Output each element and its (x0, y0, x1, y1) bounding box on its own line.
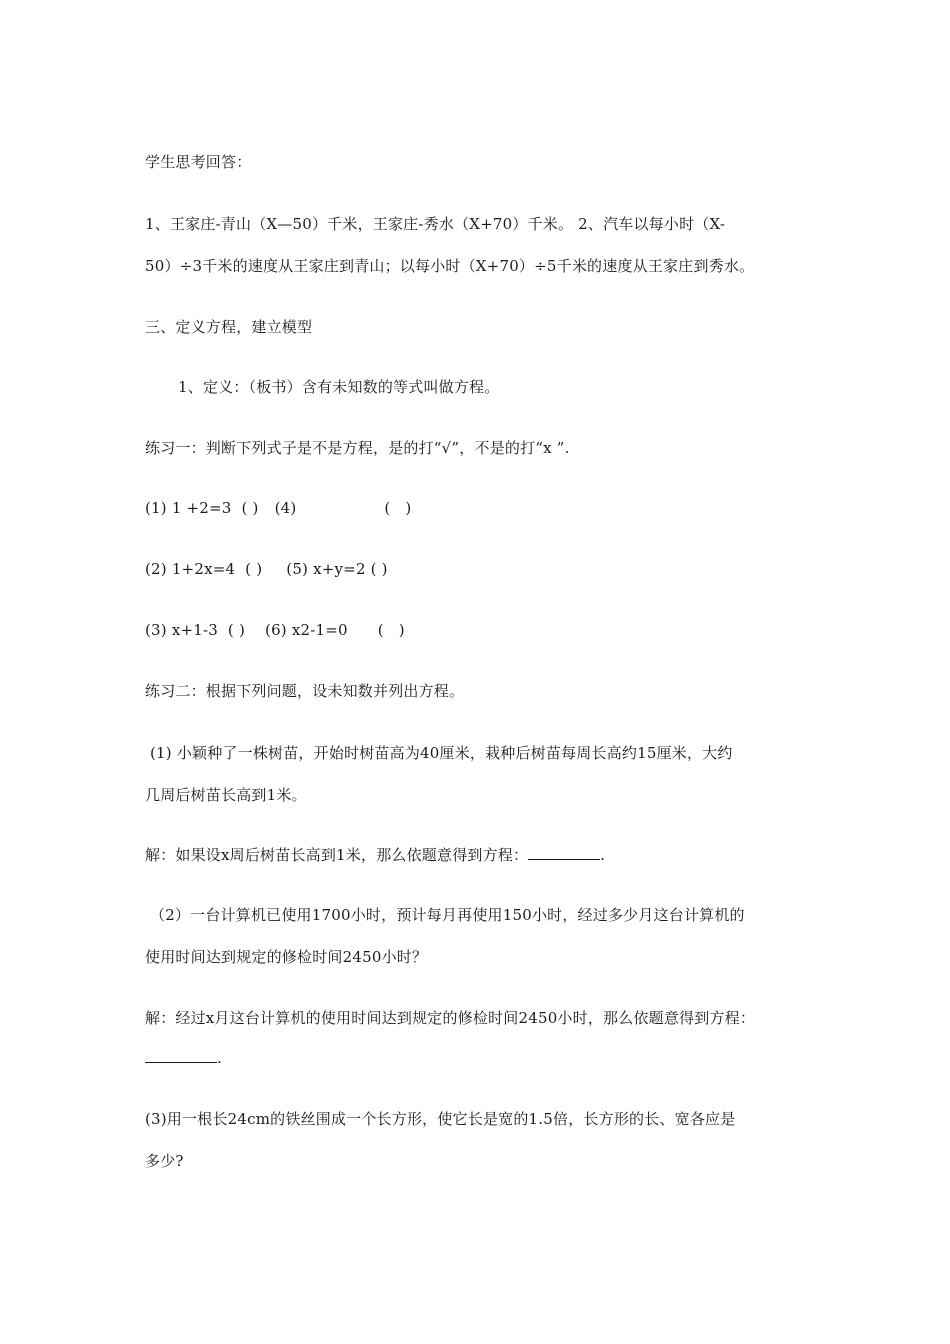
exercise-1-row-3 (145, 620, 405, 640)
question-2-solution: 解：经过x月这台计算机的使用时间达到规定的修检时间2450小时，那么依题意得到方程： (145, 1009, 756, 1027)
exercise-2-title: 练习二：根据下列问题，设未知数并列出方程。 (145, 682, 465, 700)
question-3-line-1: (3)用一根长24cm的铁丝围成一个长方形，使它长是宽的1.5倍，长方形的长、宽各应是 (145, 1110, 736, 1128)
question-1-line-1: (1) 小颖种了一株树苗，开始时树苗高为40厘米，栽种后树苗每周长高约15厘米，大约 (150, 744, 733, 762)
answer-line-1: 1、王家庄-青山（X—50）千米，王家庄-秀水（X+70）千米。 2、汽车以每小时（X- (145, 215, 726, 233)
item-4-answer-blank: ( ) (384, 499, 412, 517)
item-6: (6) x2-1=0 (265, 621, 348, 639)
period: . (600, 846, 606, 864)
item-4-label: (4) (274, 499, 297, 517)
period: . (217, 1049, 222, 1067)
exercise-1-row-1 (145, 498, 411, 518)
section-3-heading: 三、定义方程，建立模型 (145, 318, 313, 336)
answer-line-2: 50）÷3千米的速度从王家庄到青山；以每小时（X+70）÷5千米的速度从王家庄到秀水。 (145, 257, 755, 275)
exercise-1-title: 练习一：判断下列式子是不是方程，是的打“√”，不是的打“x ”. (145, 439, 570, 457)
intro-text: 学生思考回答： (145, 153, 252, 171)
item-2: (2) 1+2x=4 ( ) (145, 560, 263, 578)
definition-text: 1、定义：（板书）含有未知数的等式叫做方程。 (178, 378, 500, 396)
question-2-line-2: 使用时间达到规定的修检时间2450小时？ (145, 948, 428, 966)
item-6-answer-blank: ( ) (377, 621, 405, 639)
question-3-line-2: 多少? (145, 1152, 184, 1170)
exercise-1-row-2 (145, 559, 388, 579)
answer-blank (145, 1048, 217, 1063)
item-1: (1) 1 +2=3 ( ) (145, 499, 259, 517)
solution-text: 解：如果设x周后树苗长高到1米，那么依题意得到方程： (145, 846, 529, 864)
question-2-line-1: （2）一台计算机已使用1700小时，预计每月再使用150小时，经过多少月这台计算机的 (150, 906, 745, 924)
question-1-line-2: 几周后树苗长高到1米。 (145, 786, 307, 804)
item-3: (3) x+1-3 ( ) (145, 621, 246, 639)
question-2-answer-line (145, 1048, 222, 1068)
item-5: (5) x+y=2 ( ) (286, 560, 388, 578)
question-1-solution (145, 845, 605, 865)
answer-blank (528, 845, 600, 860)
